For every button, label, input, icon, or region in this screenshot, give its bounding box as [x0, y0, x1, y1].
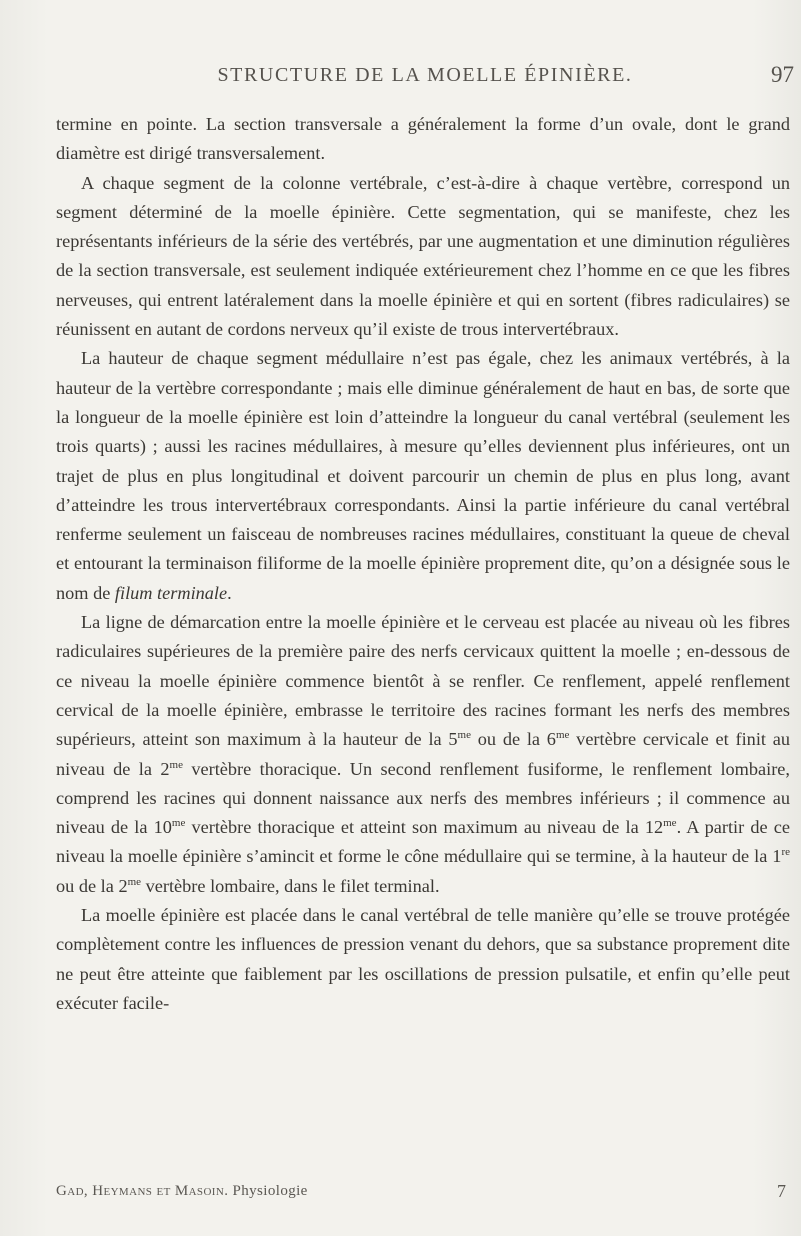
paragraph-text: La hauteur de chaque segment médullaire n’est pas égale, chez les animaux vertébrés, à la hauteur de la vertèbre correspondante ; mais elle diminue généralement de haut en bas, de sorte que la longueur de la moelle épinière est loin d’atteindre la longueur du canal vertébral (seulement les trois quarts) ; aussi les racines médullaires, à mesure qu’elles deviennent plus inférieures, ont un trajet de plus en plus longitudinal et doivent parcourir un chemin de plus en plus long, avant d’atteindre les trous intervertébraux correspondants. Ainsi la partie inférieure du canal vertébral renferme seulement un faisceau de nombreuses racines médullaires, constituant la queue de cheval et entourant la terminaison filiforme de la moelle épinière proprement dite, qu’on a désignée sous le nom de	[56, 348, 790, 603]
superscript: me	[127, 875, 142, 888]
footer-book: Physiologie	[232, 1183, 308, 1199]
paragraph-text: ou de la 6	[471, 729, 556, 750]
paragraph-segmentation	[56, 169, 790, 345]
page-number: 97	[771, 62, 794, 87]
superscript: me	[169, 758, 183, 771]
superscript: re	[781, 846, 790, 859]
paragraph-renflements	[56, 608, 790, 901]
paragraph-text: La ligne de démarcation entre la moelle épinière et le cerveau est placée au niveau où les fibres radiculaires supérieures de la première paire des nerfs cervicaux quittent la moelle ; en-dessous de ce niveau la moelle épinière commence bientôt à se renfler. Ce renflement, appelé renflement cervical de la moelle épinière, embrasse le territoire des racines formant les nerfs des membres supérieurs, atteint son maximum à la hauteur de la 5	[56, 612, 790, 750]
footer-authors: Gad, Heymans et Masoin.	[56, 1183, 229, 1199]
body-text	[56, 110, 790, 1018]
superscript: me	[663, 817, 677, 830]
running-title: STRUCTURE DE LA MOELLE ÉPINIÈRE.	[217, 64, 633, 86]
paragraph-text: vertèbre cervicale et finit au niveau de la 2	[56, 729, 790, 779]
paragraph-text: vertèbre lombaire, dans le filet terminal.	[141, 875, 440, 896]
paragraph-text: vertèbre thoracique. Un second renflement fusiforme, le renflement lombaire, comprend les racines qui donnent naissance aux nerfs des membres inférieurs ; il commence au niveau de la 10	[56, 758, 790, 838]
footer-credit	[56, 1183, 308, 1200]
page-footer	[56, 1183, 790, 1207]
superscript: me	[171, 817, 186, 830]
paragraph-segment-height	[56, 344, 790, 608]
paragraph-text: termine en pointe. La section transversale a généralement la forme d’un ovale, dont le grand diamètre est dirigé transversalement.	[56, 114, 790, 164]
paragraph-text: vertèbre thoracique et atteint son maximum au niveau de la 12	[185, 817, 664, 838]
italic-term: filum terminale	[114, 582, 228, 603]
paragraph-text: . A partir de ce niveau la moelle épinière s’amincit et forme le cône médullaire qui se termine, à la hauteur de la 1	[56, 817, 790, 867]
paragraph-protection	[56, 901, 790, 1018]
superscript: me	[457, 729, 471, 742]
running-header	[56, 64, 794, 94]
signature-mark: 7	[777, 1181, 786, 1201]
superscript: me	[555, 729, 570, 742]
paragraph-text: ou de la 2	[56, 875, 128, 896]
paragraph-continuation	[56, 110, 790, 169]
paragraph-text: .	[227, 582, 232, 603]
paragraph-text: A chaque segment de la colonne vertébrale, c’est-à-dire à chaque vertèbre, correspond un segment déterminé de la moelle épinière. Cette segmentation, qui se manifeste, chez les représentants inférieurs de la série des vertébrés, par une augmentation et une diminution régulières de la section transversale, est seulement indiquée extérieurement chez l’homme en ce que les fibres nerveuses, qui entrent latéralement dans la moelle épinière et qui en sortent (fibres radiculaires) se réunissent en autant de cordons nerveux qu’il existe de trous intervertébraux.	[56, 172, 790, 340]
paragraph-text: La moelle épinière est placée dans le canal vertébral de telle manière qu’elle se trouve protégée complètement contre les influences de pression venant du dehors, que sa substance proprement dite ne peut être atteinte que faiblement par les oscillations de pression pulsatile, et enfin qu’elle peut exécuter facile-	[56, 905, 790, 1013]
